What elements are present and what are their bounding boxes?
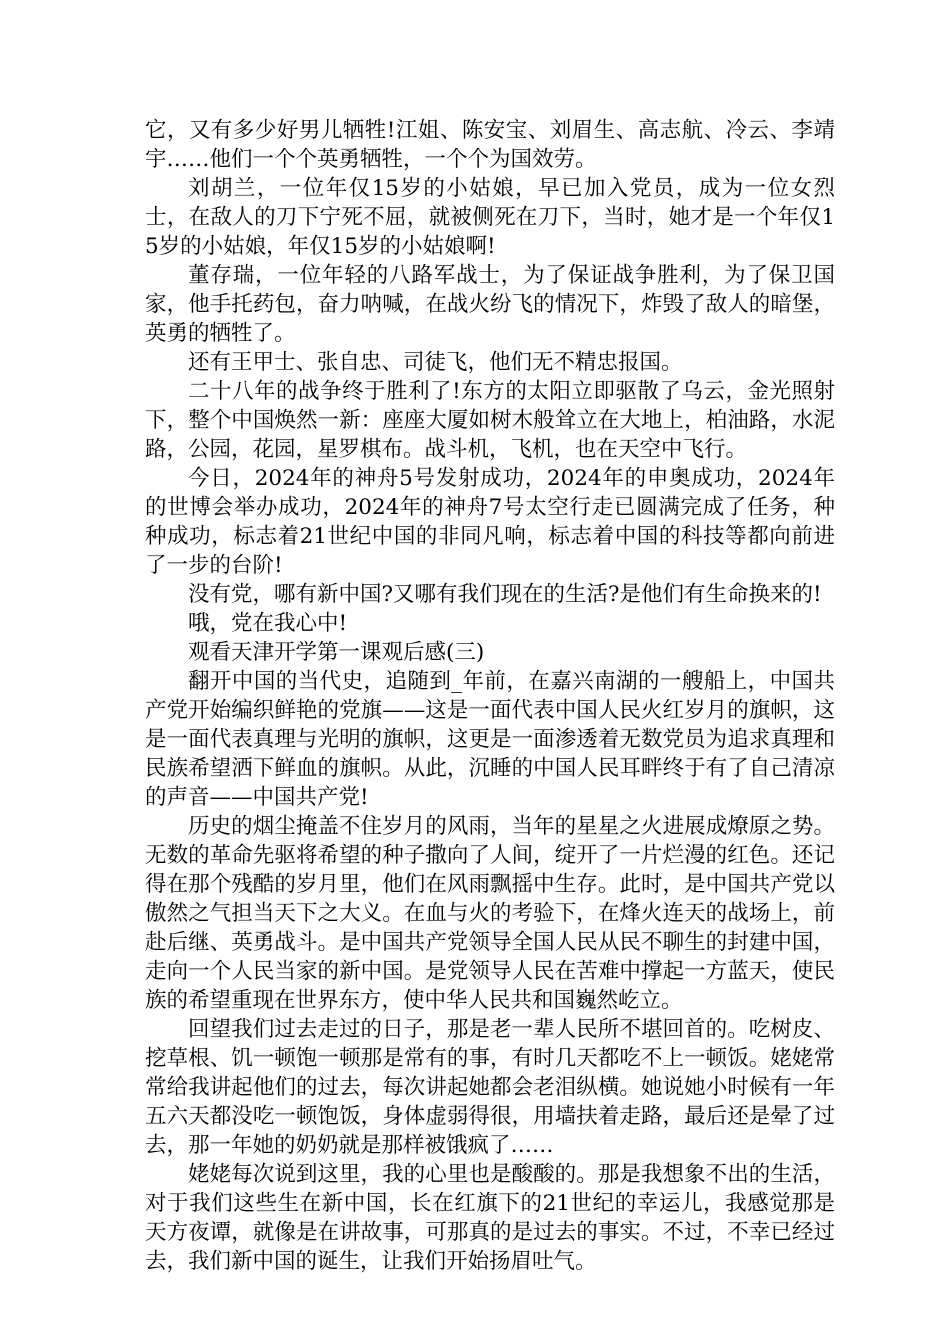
paragraph-2: 刘胡兰，一位年仅15岁的小姑娘，早已加入党员，成为一位女烈士，在敌人的刀下宁死不屈，就被侧死在刀下，当时，她才是一个年仅15岁的小姑娘，年仅15岁的小姑娘啊! [145, 176, 835, 259]
paragraph-8: 哦，党在我心中! [188, 611, 348, 636]
paragraph-1: 它，又有多少好男儿牺牲!江姐、陈安宝、刘眉生、高志航、冷云、李靖宇……他们一个个英勇牺牲，一个个为国效劳。 [145, 118, 835, 172]
document-body [145, 116, 835, 1276]
paragraph-7: 没有党，哪有新中国?又哪有我们现在的生活?是他们有生命换来的! [188, 582, 822, 607]
paragraph-4: 还有王甲士、张自忠、司徒飞，他们无不精忠报国。 [188, 350, 683, 375]
paragraph-12: 回望我们过去走过的日子，那是老一辈人民所不堪回首的。吃树皮、挖草根、饥一顿饱一顿那是常有的事，有时几天都吃不上一顿饭。姥姥常常给我讲起他们的过去，每次讲起她都会老泪纵横。她说她小时候有一年五六天都没吃一顿饱饭，身体虚弱得很，用墙扶着走路，最后还是晕了过去，那一年她的奶奶就是那样被饿疯了…… [145, 1017, 835, 1158]
section-heading: 观看天津开学第一课观后感(三) [188, 640, 485, 665]
paragraph-5: 二十八年的战争终于胜利了!东方的太阳立即驱散了乌云，金光照射下，整个中国焕然一新：座座大厦如树木般耸立在大地上，柏油路，水泥路，公园，花园，星罗棋布。战斗机，飞机，也在天空中飞行。 [145, 379, 835, 462]
paragraph-11: 历史的烟尘掩盖不住岁月的风雨，当年的星星之火进展成燎原之势。无数的革命先驱将希望的种子撒向了人间，绽开了一片烂漫的红色。还记得在那个残酷的岁月里，他们在风雨飘摇中生存。此时，是中国共产党以傲然之气担当天下之大义。在血与火的考验下，在烽火连天的战场上，前赴后继、英勇战斗。是中国共产党领导全国人民从民不聊生的封建中国，走向一个人民当家的新中国。是党领导人民在苦难中撑起一方蓝天，使民族的希望重现在世界东方，使中华人民共和国巍然屹立。 [145, 814, 835, 1013]
paragraph-6: 今日，2024年的神舟5号发射成功，2024年的申奥成功，2024年的世博会举办成功，2024年的神舟7号太空行走已圆满完成了任务，种种成功，标志着21世纪中国的非同凡响，标志着中国的科技等都向前进了一步的台阶! [145, 466, 835, 578]
paragraph-10: 翻开中国的当代史，追随到_年前，在嘉兴南湖的一艘船上，中国共产党开始编织鲜艳的党旗——这是一面代表中国人民火红岁月的旗帜，这是一面代表真理与光明的旗帜，这更是一面渗透着无数党员为追求真理和民族希望洒下鲜血的旗帜。从此，沉睡的中国人民耳畔终于有了自己清凉的声音——中国共产党! [145, 669, 835, 810]
paragraph-3: 董存瑞，一位年轻的八路军战士，为了保证战争胜利，为了保卫国家，他手托药包，奋力呐喊，在战火纷飞的情况下，炸毁了敌人的暗堡，英勇的牺牲了。 [145, 263, 835, 346]
paragraph-13: 姥姥每次说到这里，我的心里也是酸酸的。那是我想象不出的生活，对于我们这些生在新中国，长在红旗下的21世纪的幸运儿，我感觉那是天方夜谭，就像是在讲故事，可那真的是过去的事实。不过，不幸已经过去，我们新中国的诞生，让我们开始扬眉吐气。 [145, 1162, 835, 1274]
